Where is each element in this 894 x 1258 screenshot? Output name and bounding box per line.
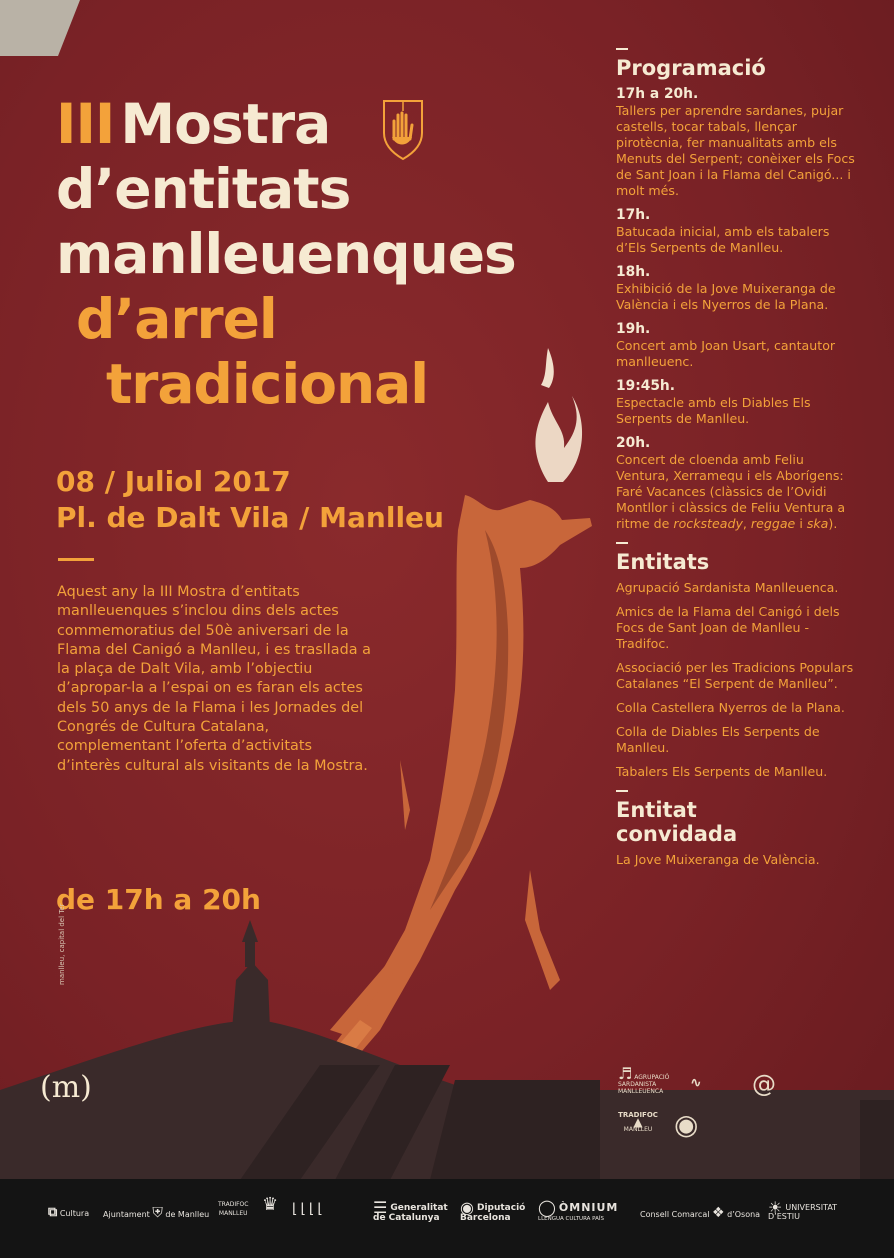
nyerros-footer-icon: ♛ [262, 1194, 279, 1215]
divider [58, 558, 94, 561]
omnium-logo: ◯ ÒMNIUM LLENGUA CULTURA PAÍS [538, 1198, 619, 1222]
description: Aquest any la III Mostra d’entitats manlleuenques s’inclou dins dels actes commemoratius del 50è aniversari de la Flama del Canigó a Manlleu, i es trasllada a la plaça de Dalt Vila, amb l’objectiu d’apropar-la a l’espai on es faran els actes dels 50 anys de la Flama i les Jornades del Congrés de Cultura Catalana, complementant l’oferta d’activitats d’interès cultural als visitants de la Mostra. [57, 584, 371, 774]
nyerros-logo-icon: ◉ [674, 1108, 699, 1141]
section-dash [616, 542, 628, 544]
entitat-item: Associació per les Tradicions Populars Catalanes “El Serpent de Manlleu”. [616, 660, 854, 691]
entitat-item: Amics de la Flama del Canigó i dels Focs de Sant Joan de Manlleu - Tradifoc. [616, 604, 840, 651]
title-line-4: d’arrel [76, 287, 277, 351]
programacio-title: Programació [616, 56, 766, 80]
right-column [616, 48, 856, 876]
shield-hand-icon [380, 97, 426, 161]
entitat-item: Agrupació Sardanista Manlleuenca. [616, 580, 839, 595]
convidada-item: La Jove Muixeranga de València. [616, 852, 820, 867]
event-item: 17h a 20h. Tallers per aprendre sardanes, pujar castells, tocar tabals, llençar pirotècnia, fer manualitats amb els Menuts del Serpent; conèixer els Focs de Sant Joan i la Flama del Canigó... i molt més. [616, 86, 855, 198]
event-item: 19:45h. Espectacle amb els Diables Els Serpents de Manlleu. [616, 378, 811, 426]
side-tagline: manlleu, capital del Ter [58, 903, 66, 985]
title-line-3: manlleuenques [56, 222, 516, 286]
section-dash [616, 48, 628, 50]
entitat-item: Colla Castellera Nyerros de la Plana. [616, 700, 845, 715]
consell-logo: Consell Comarcal ❖ d’Osona [640, 1205, 761, 1221]
universitat-logo: ☀ UNIVERSITAT D’ESTIU [768, 1198, 838, 1221]
title-line-1: III Mostra [56, 92, 331, 156]
ajuntament-logo: Ajuntament ⛨ de Manlleu [103, 1205, 210, 1221]
convidada-title-2: convidada [616, 822, 738, 846]
cultura-logo: ⧉ Cultura [48, 1205, 90, 1220]
tradifoc-logo: TRADIFOC ▲ MANLLEU [618, 1111, 658, 1133]
convidada-title-1: Entitat [616, 798, 697, 822]
title-numeral: III [56, 92, 115, 156]
event-item: 20h. Concert de cloenda amb Feliu Ventura, Xerramequ i els Aborígens: Faré Vacances (clàssics de l’Ovidi Montllor i clàssics de Feliu Ventura a ritme de rocksteady, reggae i ska). [616, 435, 846, 531]
event-hours: de 17h a 20h [56, 883, 261, 916]
corner-fold [0, 0, 80, 56]
title-line-5: tradicional [106, 352, 429, 416]
event-item: 19h. Concert amb Joan Usart, cantautor manlleuenc. [616, 321, 836, 369]
entitat-item: Colla de Diables Els Serpents de Manlleu. [616, 724, 820, 755]
agrupacio-logo: ♬ AGRUPACIÓ SARDANISTA MANLLEUENCA [618, 1064, 670, 1095]
castellers-footer-icon: ⌊⌊⌊⌊ [292, 1201, 326, 1217]
event-date: 08 / Juliol 2017 [56, 465, 291, 498]
spiral-logo-icon: @ [752, 1070, 776, 1098]
manlleu-logo-icon: ∿ [690, 1075, 702, 1091]
diputacio-logo: ◉ Diputació Barcelona [460, 1198, 526, 1223]
tradifoc-footer-logo: TRADIFOC MANLLEU [218, 1201, 249, 1217]
section-dash [616, 790, 628, 792]
generalitat-logo: ☰ Generalitat de Catalunya [373, 1198, 448, 1223]
title-line-2: d’entitats [56, 157, 351, 221]
m-logo: (m) [40, 1070, 92, 1105]
event-item: 17h. Batucada inicial, amb els tabalers d’Els Serpents de Manlleu. [616, 207, 830, 255]
entitats-title: Entitats [616, 550, 710, 574]
event-venue: Pl. de Dalt Vila / Manlleu [56, 501, 444, 534]
event-item: 18h. Exhibició de la Jove Muixeranga de València i els Nyerros de la Plana. [616, 264, 836, 312]
entitat-item: Tabalers Els Serpents de Manlleu. [616, 764, 828, 779]
